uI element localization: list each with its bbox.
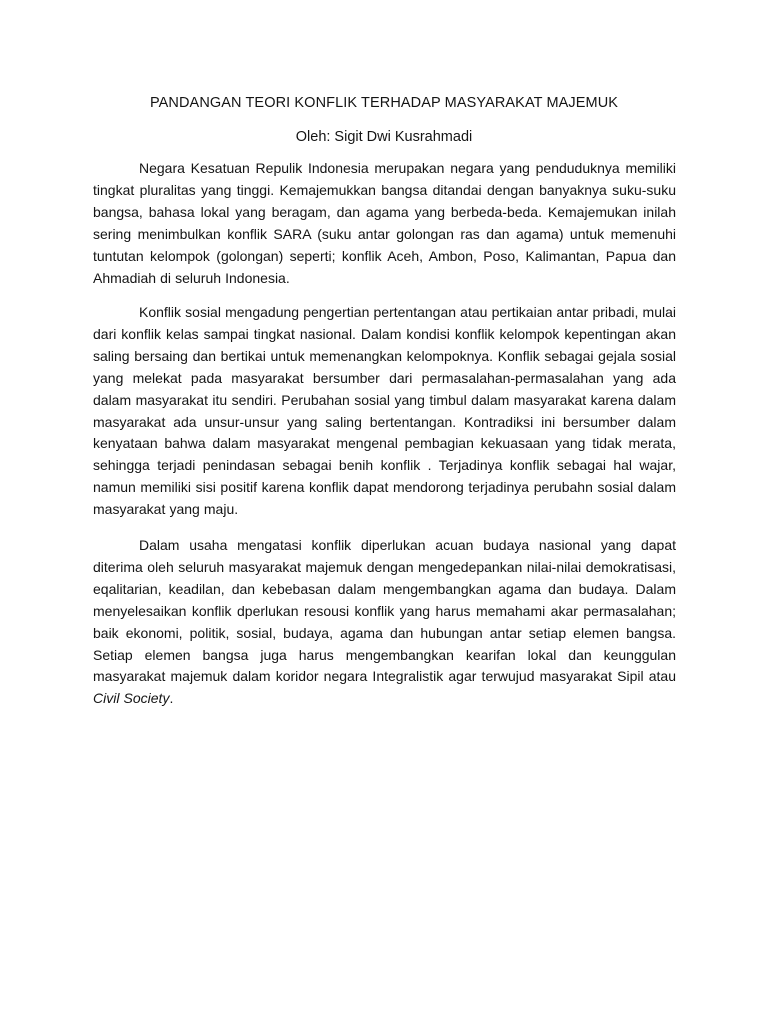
paragraph-3-text: Dalam usaha mengatasi konflik diperlukan acuan budaya nasional yang dapat diterima oleh seluruh masyarakat majemuk dengan mengedepankan nilai-nilai demokratisasi, eqalitarian, keadilan, dan kebebasan dalam mengembangkan agama dan budaya. Dalam menyelesaikan konflik dperlukan resousi konflik yang harus memahami akar permasalahan; baik ekonomi, politik, sosial, budaya, agama dan hubungan antar setiap elemen bangsa. Setiap elemen bangsa juga harus mengembangkan kearifan lokal dan keunggulan masyarakat majemuk dalam koridor negara Integralistik agar terwujud masyarakat Sipil atau — [93, 537, 676, 685]
paragraph-2: Konflik sosial mengadung pengertian pertentangan atau pertikaian antar pribadi, mulai dari konflik kelas sampai tingkat nasional. Dalam kondisi konflik kelompok kepentingan akan saling bersaing dan bertikai untuk memenangkan kelompoknya. Konflik sebagai gejala sosial yang melekat pada masyarakat bersumber dari permasalahan-permasalahan yang ada dalam masyarakat itu sendiri. Perubahan sosial yang timbul dalam masyarakat karena dalam masyarakat ada unsur-unsur yang saling bertentangan. Kontradiksi ini bersumber dalam kenyataan bahwa dalam masyarakat mengenal pembagian kekuasaan yang tidak merata, sehingga terjadi penindasan sebagai benih konflik . Terjadinya konflik sebagai hal wajar, namun memiliki sisi positif karena konflik dapat mendorong terjadinya perubahn sosial dalam masyarakat yang maju. — [93, 304, 676, 518]
paragraph-1: Negara Kesatuan Repulik Indonesia merupakan negara yang penduduknya memiliki tingkat pluralitas yang tinggi. Kemajemukkan bangsa ditandai dengan banyaknya suku-suku bangsa, bahasa lokal yang beragam, dan agama yang berbeda-beda. Kemajemukan inilah sering menimbulkan konflik SARA (suku antar golongan ras dan agama) untuk memenuhi tuntutan kelompok (golongan) seperti; konflik Aceh, Ambon, Poso, Kalimantan, Papua dan Ahmadiah di seluruh Indonesia. — [93, 160, 676, 286]
document-author: Oleh: Sigit Dwi Kusrahmadi — [295, 129, 473, 145]
final-period: . — [169, 690, 174, 707]
document-title: PANDANGAN TEORI KONFLIK TERHADAP MASYARAKAT MAJEMUK — [149, 95, 619, 111]
paragraph-3 — [93, 535, 676, 710]
civil-society-term: Civil Society — [93, 690, 170, 707]
